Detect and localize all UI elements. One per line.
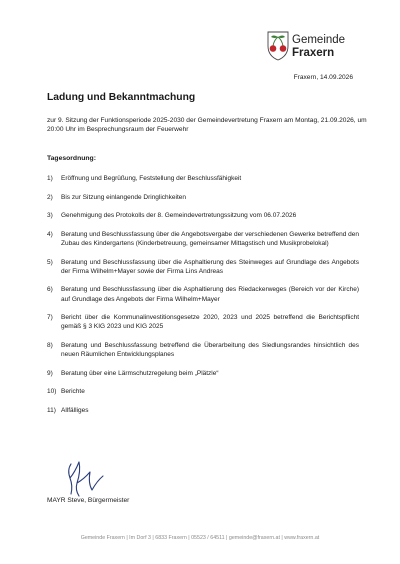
agenda-item-number: 1) [47, 175, 53, 182]
agenda-item-number: 9) [47, 369, 53, 377]
agenda-item-number: 7) [47, 314, 53, 322]
agenda-item-number: 3) [47, 212, 53, 220]
agenda-item-number: 11) [47, 406, 56, 414]
agenda-item [47, 258, 359, 276]
agenda-item-number: 5) [47, 258, 53, 266]
agenda-item [47, 313, 359, 331]
logo-text-gemeinde: Gemeinde [292, 34, 346, 46]
page-footer: Gemeinde Fraxern | Im Dorf 3 | 6833 Fraxern | 05523 / 64511 | gemeinde@fraxern.at | www.fraxern.at [80, 535, 320, 541]
document-date: Fraxern, 14.09.2026 [293, 74, 353, 81]
agenda-item [47, 285, 359, 303]
agenda-item-text: Genehmigung des Protokolls der 8. Gemeindevertretungssitzung vom 06.07.2026 [61, 212, 297, 220]
agenda-list [47, 174, 359, 425]
agenda-item-number: 10) [47, 388, 57, 396]
agenda-item-text: Allfälliges [61, 406, 89, 414]
agenda-item [47, 211, 359, 220]
agenda-item [47, 230, 359, 248]
agenda-item [47, 174, 359, 183]
agenda-item [47, 406, 359, 415]
agenda-item-number: 6) [47, 286, 53, 294]
agenda-item-text: Beratung über eine Lärmschutzregelung beim „Plätzle“ [61, 369, 219, 377]
cherry-crest-icon [266, 31, 290, 61]
agenda-item-text: Eröffnung und Begrüßung, Feststellung der Beschlussfähigkeit [61, 175, 242, 182]
agenda-item-text: Bis zur Sitzung einlangende Dringlichkeiten [61, 193, 187, 201]
agenda-item-text: Beratung und Beschlussfassung über die Asphaltierung des Steinweges auf Grundlage des Angebots der Firma Wilhelm+Mayer sowie der Firma Lins Andreas [61, 258, 359, 275]
logo-text-fraxern: Fraxern [292, 47, 335, 59]
meeting-intro: zur 9. Sitzung der Funktionsperiode 2025-2030 der Gemeindevertretung Fraxern am Montag, 21.09.2026, um 20:00 Uhr im Besprechungsraum der Feuerwehr [47, 117, 367, 134]
agenda-item-number: 8) [47, 341, 53, 349]
signer-name: MAYR Steve, Bürgermeister [47, 497, 130, 504]
agenda-item [47, 369, 359, 378]
agenda-item-number: 2) [47, 193, 53, 201]
agenda-item-text: Beratung und Beschlussfassung über die Angebotsvergabe der verschiedenen Gewerke betreffend den Zubau des Kindergartens (Kinderbetreuung, gemeinsamer Mittagstisch und Musikprobelokal) [61, 230, 359, 247]
handwritten-signature [62, 457, 106, 499]
agenda-item-number: 4) [47, 230, 53, 238]
agenda-heading: Tagesordnung: [47, 155, 96, 162]
agenda-item-text: Beratung und Beschlussfassung über die Asphaltierung des Riedackerweges (Bereich vor der Kirche) auf Grundlage des Angebots der Firma Wilhelm+Mayer [61, 286, 359, 303]
municipality-logo [266, 31, 362, 65]
agenda-item [47, 193, 359, 202]
agenda-item [47, 341, 359, 359]
agenda-item-text: Beratung und Beschlussfassung betreffend die Überarbeitung des Siedlungsrandes hinsichtlich des neuen Räumlichen Entwicklungsplanes [61, 341, 359, 359]
document-title: Ladung und Bekanntmachung [47, 92, 196, 103]
agenda-item-text: Bericht über die Kommunalinvestitionsgesetze 2020, 2023 und 2025 betreffend die Berichtspflicht gemäß § 3 KIG 2023 und KIG 2025 [61, 314, 359, 331]
agenda-item [47, 387, 359, 396]
agenda-item-text: Berichte [61, 388, 85, 396]
